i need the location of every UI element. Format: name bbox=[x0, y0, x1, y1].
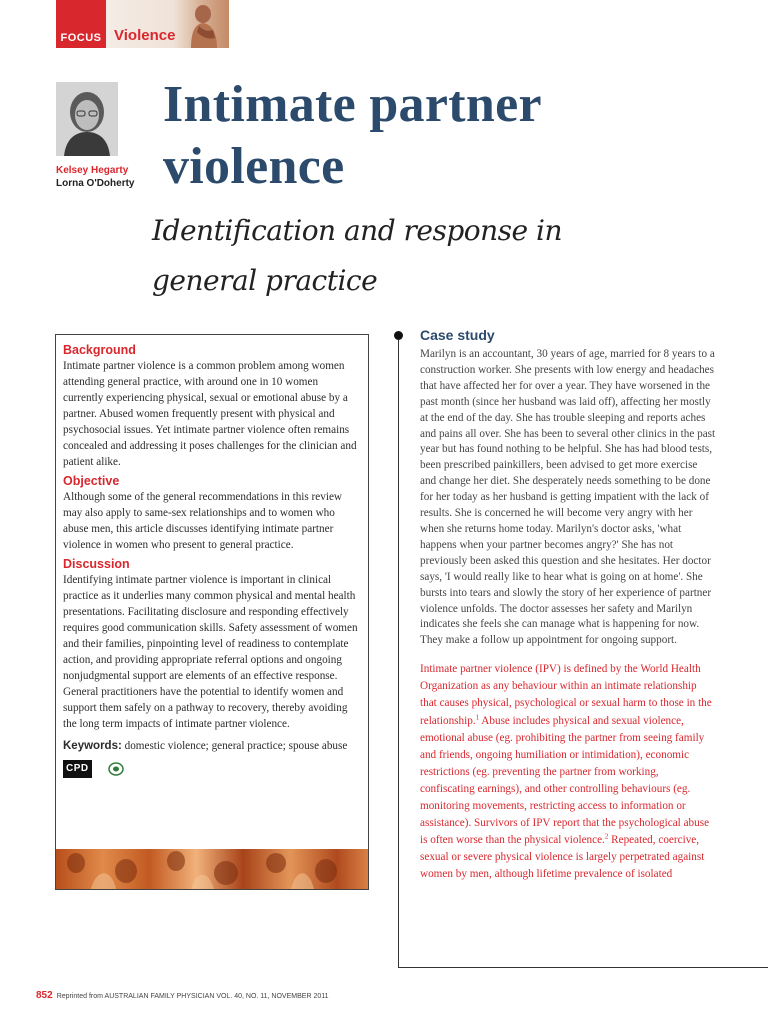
author-name: Kelsey Hegarty bbox=[56, 165, 129, 176]
cpd-badge: CPD bbox=[63, 760, 92, 778]
focus-label: FOCUS bbox=[56, 0, 106, 48]
citation: Reprinted from AUSTRALIAN FAMILY PHYSICIAN VOL. 40, NO. 11, NOVEMBER 2011 bbox=[56, 993, 329, 1000]
pdp-points-icon bbox=[108, 762, 124, 776]
text-segment: Abuse includes physical and sexual violence, emotional abuse (eg. prohibiting the partner from seeing family and friends, ongoing humiliation or intimidation), economic restrictions (eg. preventing the partner from working, confiscating earnings), and other controlling behaviours (eg. monitoring movements, restricting access to information or assistance). Survivors of IPV report that the psychological abuse is often worse than the physical violence. bbox=[420, 714, 710, 847]
reference-2: 2 bbox=[604, 832, 609, 841]
ipv-definition-text bbox=[420, 661, 716, 883]
sculpture-frieze-image bbox=[56, 849, 368, 889]
topic-label: Violence bbox=[114, 27, 176, 44]
case-study-body: Marilyn is an accountant, 30 years of age, married for 8 years to a construction worker. She presents with low energy and headaches that have affected her for over a year. They have worsened in the past month (since her husband was laid off), affecting her mostly at the end of the day. She has trouble sleeping and reports aches and pains all over. She has been to several other clinics in the past year but has found nothing to be helpful. She has had blood tests, been prescribed painkillers, been advised to get more exercise and change her diet. She desperately needs something to be done for her today as her husband is getting impatient with the lack of results. She is concerned he will become very angry with her when she returns home today. Marilyn's doctor asks, 'what happens when your partner becomes angry?' She has not previously been asked this question and she hesitates. Her doctor says, 'I would really like to hear what is going on at home'. She bursts into tears and slowly the story of her experience of partner violence unfolds. The doctor assesses her safety and Marilyn indicates she feels she can manage what is happening for now. They make a follow up appointment for ongoing support. bbox=[420, 348, 716, 647]
article-title: Intimate partner violence bbox=[163, 76, 541, 195]
article-subtitle: Identification and response in general practice bbox=[152, 214, 563, 297]
page-footer bbox=[36, 990, 329, 1001]
section-heading: Background bbox=[63, 343, 136, 357]
section-body: Identifying intimate partner violence is important in clinical practice as it underlies many common physical and mental health presentations. Facilitating disclosure and responding effectively requires good communication skills. Safety assessment of women and their families, pinpointing level of readiness to contemplate action, and providing appropriate referral options and ongoing nonjudgmental support are elements of an effective response. General practitioners have the potential to identify women and support them safely on a pathway to recovery, thereby avoiding the long term impacts of intimate partner violence. bbox=[63, 574, 358, 730]
abstract-section-background bbox=[63, 342, 361, 470]
keywords bbox=[63, 738, 361, 754]
abstract-section-discussion bbox=[63, 556, 361, 732]
page-number: 852 bbox=[36, 990, 53, 1001]
section-body: Intimate partner violence is a common problem among women attending general practice, with around one in 10 women currently experiencing physical, sexual or emotional abuse by a partner. Abused women frequently present with physical and psychosocial issues. Yet intimate partner violence often remains concealed and addressing it poses challenges for the clinician and patient alike. bbox=[63, 360, 357, 468]
keywords-text: domestic violence; general practice; spouse abuse bbox=[124, 740, 348, 752]
keywords-label: Keywords: bbox=[63, 740, 122, 752]
abstract-section-objective bbox=[63, 473, 361, 553]
text-segment: Intimate partner violence (IPV) is defined by the World Health Organization as any behaviour within an intimate relationship that causes physical, psychological or sexual harm to those in the relationship. bbox=[420, 663, 712, 727]
abstract-box bbox=[55, 334, 369, 890]
column-rule bbox=[398, 967, 768, 968]
section-banner bbox=[56, 0, 229, 48]
topic-tag bbox=[106, 0, 229, 48]
main-column bbox=[420, 326, 716, 883]
column-bullet bbox=[394, 331, 403, 340]
badge-row bbox=[63, 760, 361, 778]
case-study-heading: Case study bbox=[420, 327, 495, 343]
section-heading: Objective bbox=[63, 474, 120, 488]
author-photo bbox=[56, 82, 118, 156]
reference-1: 1 bbox=[475, 712, 480, 721]
column-rule bbox=[398, 340, 399, 967]
author-list bbox=[56, 164, 135, 190]
text-segment: Repeated, coercive, sexual or severe physical violence is largely perpetrated against women by men, although lifetime prevalence of isolated bbox=[420, 834, 705, 881]
section-body: Although some of the general recommendations in this review may also apply to same-sex relationships and to women who abuse men, this article discusses identifying intimate partner violence in women who present to general practice. bbox=[63, 491, 342, 551]
sculpture-image bbox=[177, 2, 227, 48]
author-portrait-image bbox=[56, 82, 118, 156]
section-heading: Discussion bbox=[63, 557, 130, 571]
author-name: Lorna O'Doherty bbox=[56, 178, 135, 189]
